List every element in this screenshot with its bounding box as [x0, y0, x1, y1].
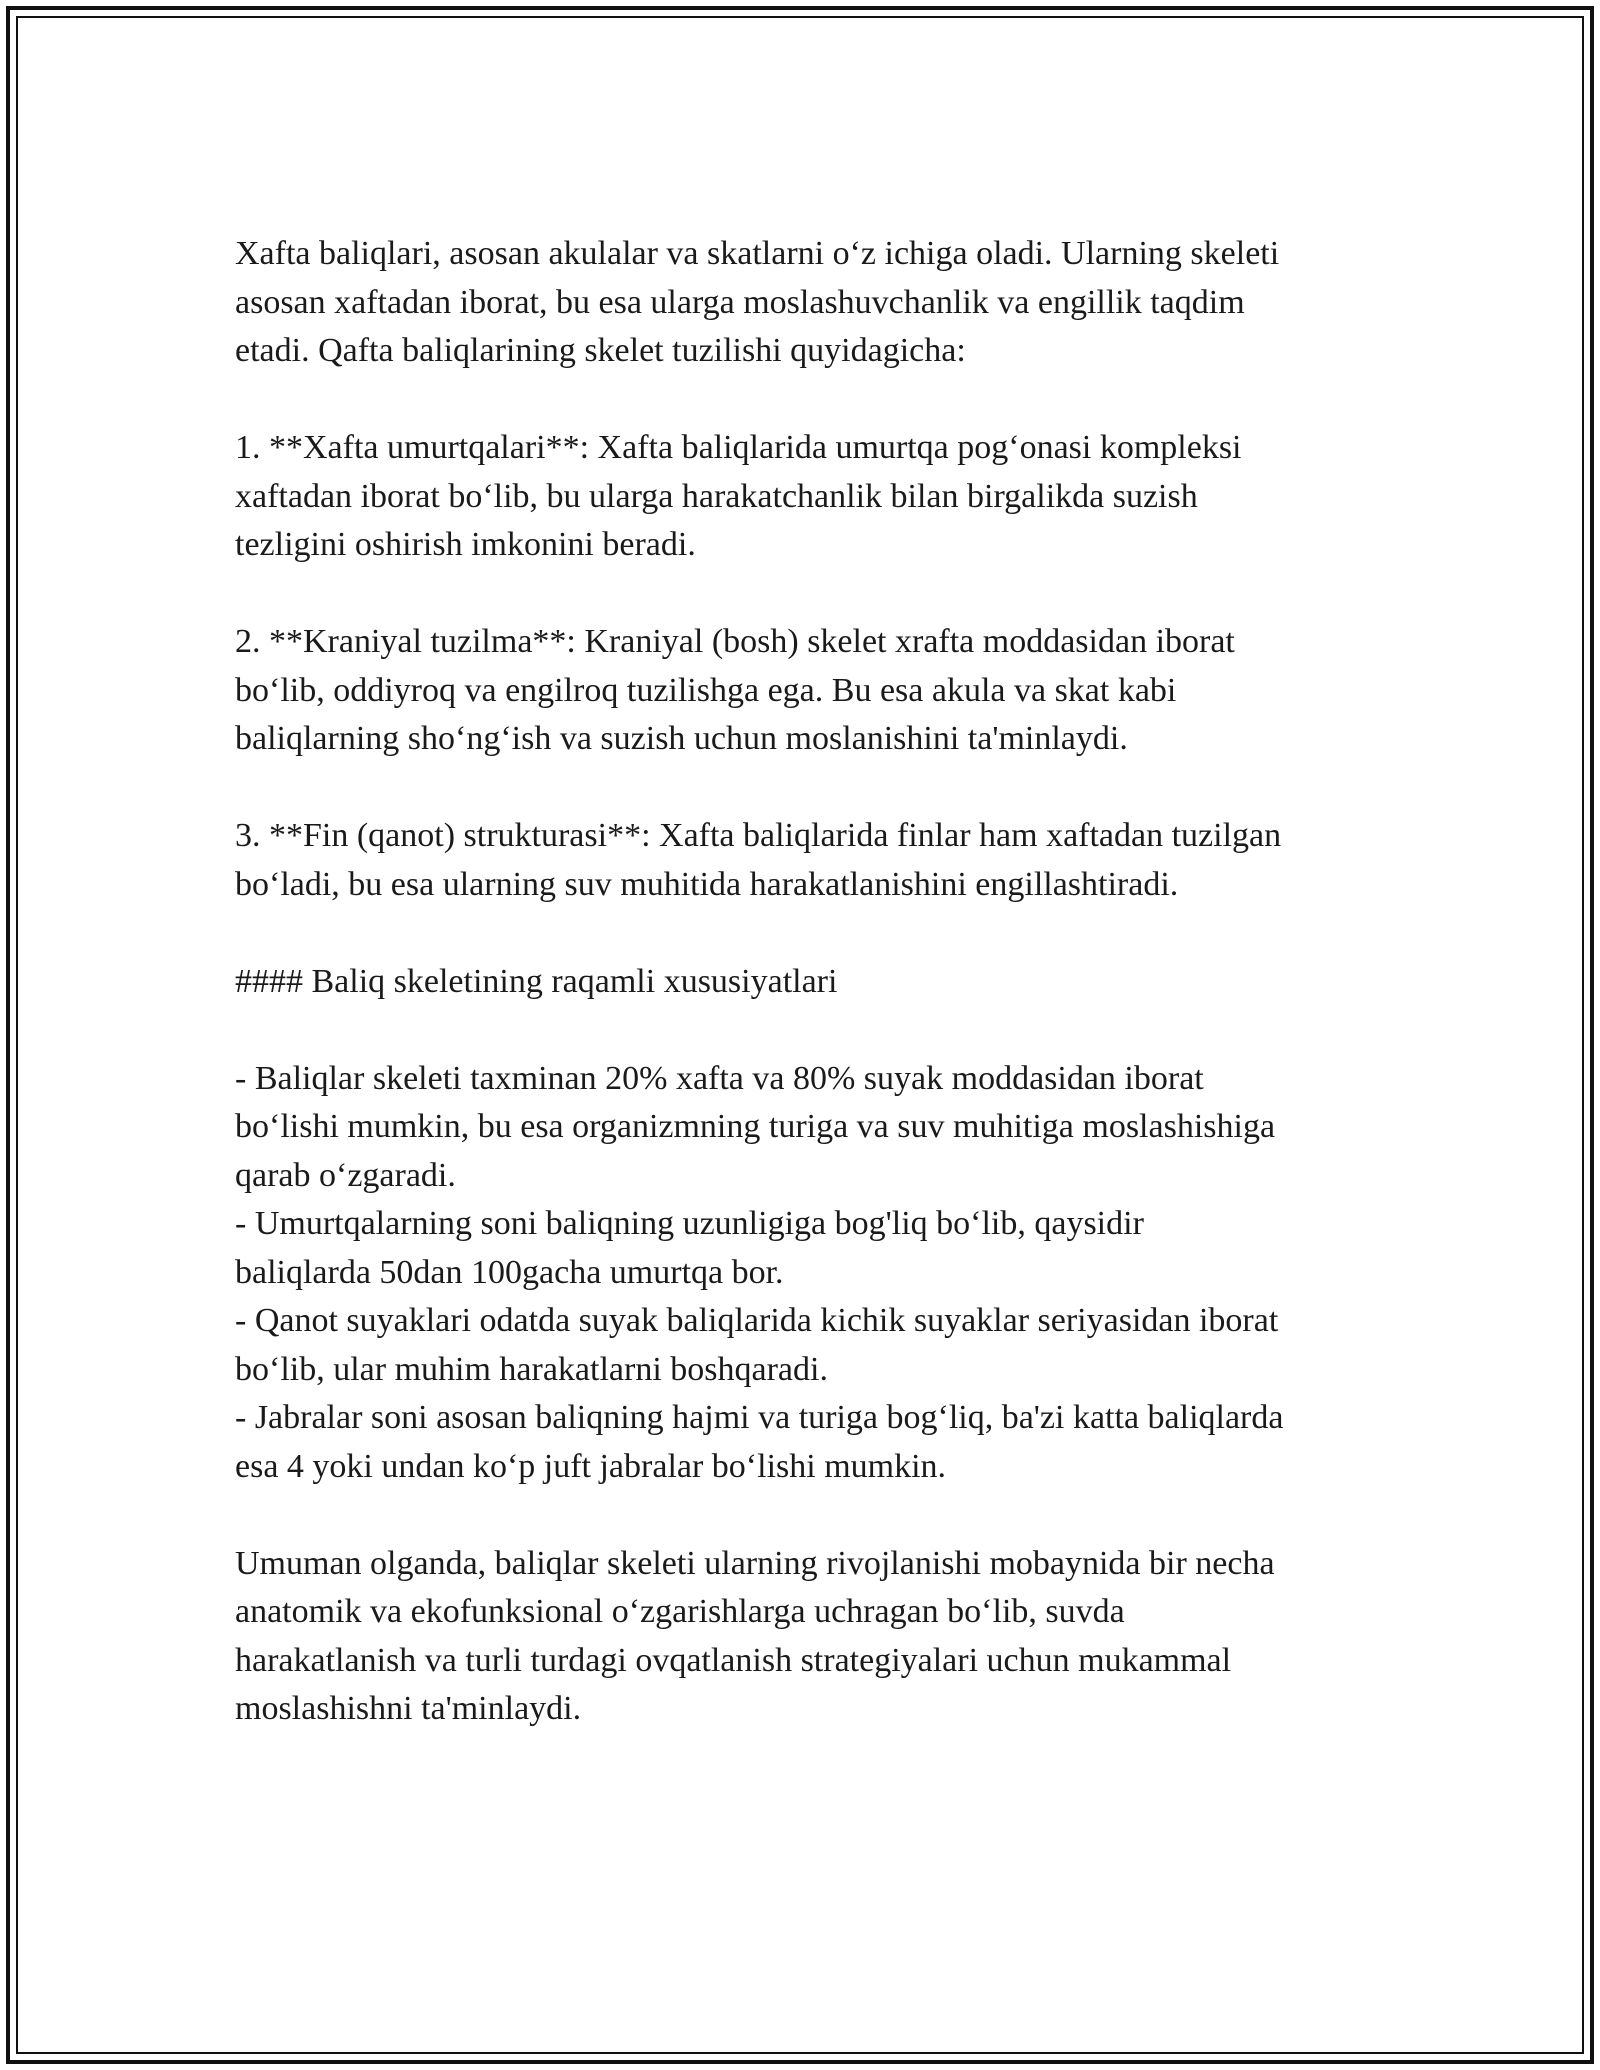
paragraph-gap: [235, 1491, 1375, 1540]
paragraph-gap: [235, 909, 1375, 958]
bullet-item-4: - Jabralar soni asosan baliqning hajmi va turiga bog‘liq, ba'zi katta baliqlarda esa 4 yoki undan ko‘p juft jabralar bo‘lishi mumkin.: [235, 1399, 1284, 1485]
bullet-item-1: - Baliqlar skeleti taxminan 20% xafta va 80% suyak moddasidan iborat bo‘lishi mumkin, bu esa organizmning turiga va suv muhitiga moslashishiga qarab o‘zgaradi.: [235, 1059, 1276, 1194]
bullet-item-2: - Umurtqalarning soni baliqning uzunligiga bog'liq bo‘lib, qaysidir baliqlarda 50dan 100gacha umurtqa bor.: [235, 1205, 1144, 1291]
conclusion-paragraph: Umuman olganda, baliqlar skeleti ularning rivojlanishi mobaynida bir necha anatomik va ekofunksional o‘zgarishlarga uchragan bo‘lib, suvda harakatlanish va turli turdagi ovqatlanish strategiyalari uchun mukammal moslashishni ta'minlaydi.: [235, 1544, 1275, 1727]
section-heading: #### Baliq skeletining raqamli xususiyatlari: [235, 962, 838, 1000]
bullet-item-3: - Qanot suyaklari odatda suyak baliqlarida kichik suyaklar seriyasidan iborat bo‘lib, ular muhim harakatlarni boshqaradi.: [235, 1302, 1279, 1388]
paragraph-gap: [235, 764, 1375, 813]
paragraph-gap: [235, 376, 1375, 425]
intro-paragraph: Xafta baliqlari, asosan akulalar va skatlarni o‘z ichiga oladi. Ularning skeleti asosan xaftadan iborat, bu esa ularga moslashuvchanlik va engillik taqdim etadi. Qafta baliqlarining skelet tuzilishi quyidagicha:: [235, 235, 1280, 369]
document-body: [235, 230, 1375, 1734]
list-item-2: 2. **Kraniyal tuzilma**: Kraniyal (bosh) skelet xrafta moddasidan iborat bo‘lib, oddiyroq va engilroq tuzilishga ega. Bu esa akula va skat kabi baliqlarning sho‘ng‘ish va suzish uchun moslanishini ta'minlaydi.: [235, 623, 1235, 757]
list-item-1: 1. **Xafta umurtqalari**: Xafta baliqlarida umurtqa pog‘onasi kompleksi xaftadan iborat bo‘lib, bu ularga harakatchanlik bilan birgalikda suzish tezligini oshirish imkonini beradi.: [235, 429, 1242, 563]
paragraph-gap: [235, 1006, 1375, 1055]
paragraph-gap: [235, 570, 1375, 619]
list-item-3: 3. **Fin (qanot) strukturasi**: Xafta baliqlarida finlar ham xaftadan tuzilgan bo‘ladi, bu esa ularning suv muhitida harakatlanishini engillashtiradi.: [235, 817, 1282, 903]
